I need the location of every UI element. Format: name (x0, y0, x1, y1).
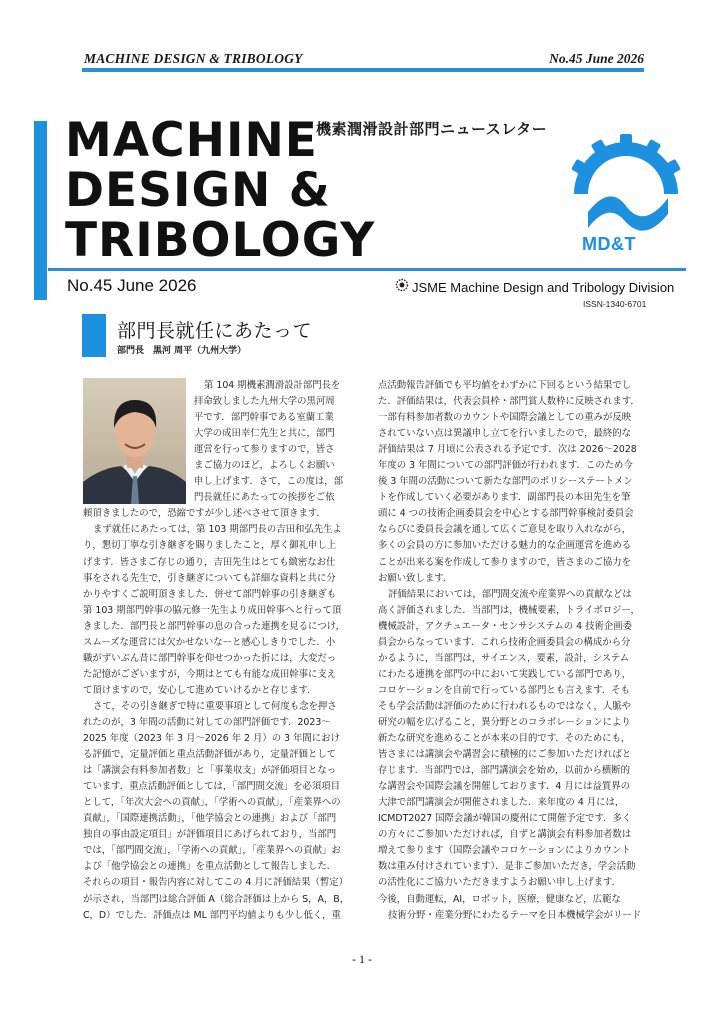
issn: ISSN-1340-6701 (583, 299, 647, 309)
body-line: 増えて参ります（国際会議やコロケーションによりカウント (378, 845, 631, 857)
body-line: 頼頂きましたので，恐縮ですが少し述べさせて頂きます． (83, 508, 326, 520)
article-title: 部門長就任にあたって (117, 320, 313, 342)
body-line: の方々にご参加いただければ，自ずと講演会有料参加者数は (378, 829, 632, 841)
body-line: り，懇切丁寧な引き継ぎを賜りましたこと，厚く御礼申し上 (83, 540, 337, 552)
body-line: は「講演会有料参加者数」と「事業収支」が評価項目となっ (83, 765, 337, 777)
body-line: そも学会活動は評価のために行われるものではなく，人脈や (378, 700, 631, 712)
body-line: 門長就任にあたっての挨拶をご依 (194, 492, 335, 504)
body-line: それらの項目・報告内容に対してこの 4 月に評価結果（暫定） (83, 877, 349, 889)
body-line: 員会からなっています．これら技術企画委員会の構成から分 (378, 636, 631, 648)
body-line: 数は重み付けされています）．是非ご参加いただき，学会活動 (378, 861, 636, 873)
body-line: として，「年次大会への貢献」，「学術への貢献」，「産業界への (83, 797, 341, 809)
body-line: 大学の成田幸仁先生と共に，部門 (194, 428, 335, 440)
body-line: が示され，当部門は総合評価 A（総合評価は上から S，A，B， (83, 893, 350, 905)
article-accent-bar (82, 314, 106, 357)
body-line: た．評価結果は，代表会員枠・部門賞人数枠に反映されます． (378, 396, 640, 408)
masthead-title-line: DESIGN & (65, 163, 331, 218)
body-line: 平です．部門幹事である室蘭工業 (194, 412, 334, 424)
body-line: きました．部門長と部門幹事の息の合った連携を見るにつけ， (83, 620, 345, 632)
masthead-subtitle: 機素潤滑設計部門ニュースレター (316, 120, 548, 138)
body-line: まご協力のほど，よろしくお願い (194, 460, 335, 472)
body-line: 第 103 期部門幹事の脇元修一先生より成田幹事へと行って頂 (83, 604, 342, 616)
body-line: かるように，当部門は，サイエンス，要素，設計，システム (378, 652, 630, 664)
body-line: 申し上げます．さて，この度は，部 (194, 476, 344, 488)
article-body-right (378, 378, 644, 924)
body-line: お願い致します． (378, 572, 453, 584)
body-line: 新たな研究を進めることが本来の目的です．そのためにも， (378, 733, 631, 745)
body-line: にわたる連携を部門の中において実践している部門であり， (378, 668, 632, 680)
body-line: トを作成していく必要があります．副部門長の本田先生を筆 (378, 492, 631, 504)
body-line: かりやすくご説明頂きました．併せて部門幹事の引き継ぎも (83, 588, 337, 600)
body-line: されていない点は異議申し立てを行いましたので，最終的な (378, 428, 631, 440)
body-line: ならびに委員長会議を通して広くご意見を取り入れながら， (378, 524, 632, 536)
body-line: 後 3 年間の活動について新たな部門のポリシーステートメン (378, 476, 633, 488)
body-line: る評価で，定量評価と重点活動評価があり，定量評価として (83, 749, 336, 761)
body-line: 事をされる先生で，引き継ぎについても詳細な資料と共に分 (83, 572, 336, 584)
body-line: 高く評価されました．当部門は，機械要素，トライボロジー， (378, 604, 640, 616)
body-line: スムーズな運営には欠かせないなーと感心しきりでした．小 (83, 636, 336, 648)
body-line: 第 104 期機素潤滑設計部門長を (204, 380, 341, 391)
body-line: さて，その引き継ぎで特に重要事項として何度も念を押さ (93, 700, 337, 712)
masthead-title-line: TRIBOLOGY (65, 213, 376, 268)
body-line: 評価結果においては，部門間交流や産業界への貢献などは (388, 588, 632, 600)
body-line: 職がずいぶん昔に部門幹事を仰せつかった折には，大変だっ (83, 652, 337, 664)
body-line: 大津で部門講演会が開催されました．来年度の 4 月には， (378, 797, 625, 809)
body-line: 独自の事由設定項目」が評価項目にあげられており，当部門 (83, 829, 337, 841)
body-line: 技術分野・産業分野にわたるテーマを日本機械学会がリード (388, 909, 642, 921)
masthead-title-line: MACHINE (65, 113, 318, 168)
logo-text: MD&T (582, 234, 636, 254)
body-line: では，「部門間交流」，「学術への貢献」，「産業界への貢献」お (83, 845, 341, 857)
masthead-accent-bar (34, 121, 47, 300)
body-line: て頂けますので，安心して進めていけるかと存じます． (83, 684, 317, 696)
running-issue: No.45 June 2026 (549, 51, 644, 66)
body-line: 機械設計，アクチュエータ・センサシステムの 4 技術企画委 (378, 620, 632, 632)
body-line: まず就任にあたっては，第 103 期部門長の吉田和弘先生よ (93, 524, 342, 536)
body-line: の活性化にご協力いただきますようお願い申し上げます． (378, 877, 622, 889)
body-line: げます．皆さまご存じの通り，吉田先生はとても緻密なお仕 (83, 556, 336, 568)
body-line: 頭に 4 つの技術企画委員会を中心とする部門幹事検討委員会 (378, 508, 634, 520)
body-line: れたのが，3 年間の活動に対しての部門評価です．2023～ (83, 716, 331, 728)
body-line: 点活動報告評価でも平均値をわずかに下回るという結果でし (378, 380, 632, 391)
issue-label: No.45 June 2026 (67, 276, 197, 295)
body-line: よび「他学協会との連携」を重点活動として報告しました． (83, 861, 337, 873)
body-line: 存じます．当部門では，部門講演会を始め，以前から横断的 (378, 765, 631, 777)
body-line: コロケーションを自前で行っている部門とも言えます．そも (378, 684, 631, 696)
article-author: 部門長 黒河 周平（九州大学） (117, 346, 247, 356)
body-line: 運営を行って参りますので，皆さ (194, 444, 335, 456)
body-line: ています．重点活動評価としては，「部門間交流」を必須項目 (83, 781, 341, 793)
jsme-emblem-icon (395, 278, 409, 292)
article-body-left (83, 378, 350, 924)
body-line: C，D）でした．評価点は ML 部門平均値よりも少し低く，重 (83, 909, 341, 921)
header-rule (82, 68, 644, 72)
running-title: MACHINE DESIGN & TRIBOLOGY (84, 51, 303, 66)
body-line: ことが出来る案を作成して参りますので，皆さまのご協力を (378, 556, 631, 568)
body-line: 評価結果は 7 月頃に公表される予定です．次は 2026～2028 (378, 444, 637, 456)
body-line: 多くの会員の方に参加いただける魅力的な企画運営を進める (378, 540, 632, 552)
body-line: 年度の 3 年間についての部門評価が行われます．このため今 (378, 460, 633, 472)
body-line: な講習会や国際会議を開催しております．4 月には益質界の (378, 781, 630, 793)
division-name: JSME Machine Design and Tribology Division (412, 280, 675, 295)
masthead-rule (48, 268, 686, 271)
body-line: 一部有料参加者数のカウントや国際会議としての重みが反映 (378, 412, 632, 424)
body-line: 今後，自動運転，AI，ロボット，医療，健康など，広範な (378, 893, 621, 905)
body-line: 皆さまには講演会や講習会に積極的にご参加いただければと (378, 749, 632, 761)
body-line: た記憶がございますが，今期はとても有能な成田幹事に支え (83, 668, 337, 680)
body-line: 拝命致しました九州大学の黒河周 (194, 396, 335, 408)
body-line: 2025 年度（2023 年 3 月～2026 年 2 月）の 3 年間におけ (83, 733, 340, 745)
body-line: ICMDT2027 国際会議が韓国の慶州にて開催予定です．多く (378, 813, 632, 825)
body-line: 貢献」，「国際連携活動」，「他学協会との連携」および「部門 (83, 813, 337, 825)
body-line: 研究の幅を広げること，異分野とのコラボレーションにより (378, 716, 631, 728)
page-number: - 1 - (352, 952, 372, 966)
